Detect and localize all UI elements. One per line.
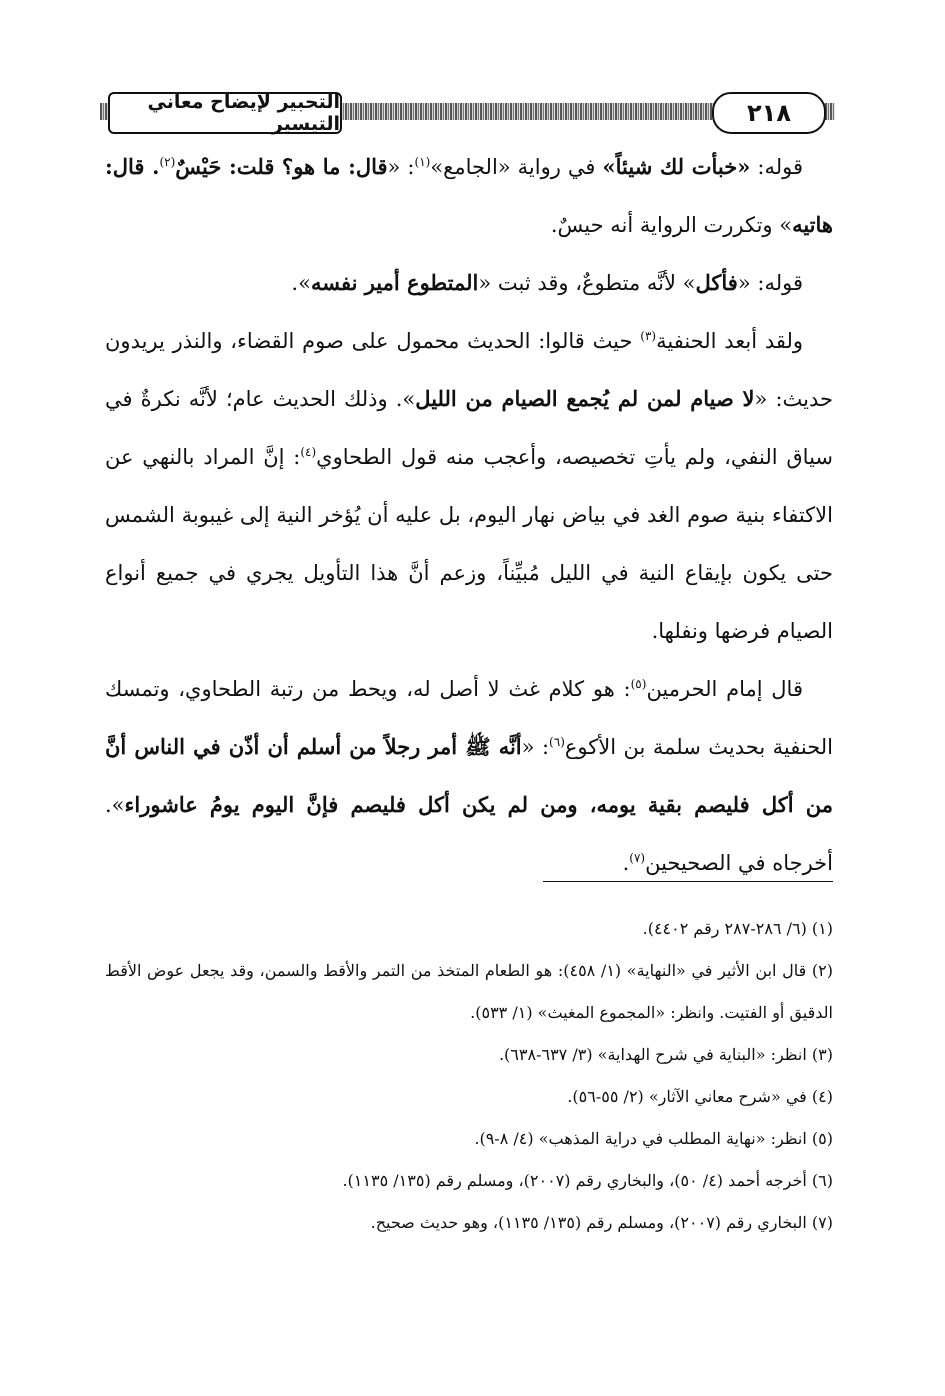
paragraph-4 bbox=[105, 660, 833, 892]
bold-run: قال: ما هو؟ قلت: حَيْسٌ bbox=[175, 154, 388, 179]
bold-run: «خبأت لك شيئاً» bbox=[602, 154, 751, 179]
footnote-ref: (٦) bbox=[549, 735, 565, 749]
text-run: ». bbox=[291, 271, 311, 295]
footnote-ref: (٧) bbox=[629, 851, 646, 865]
footnote-item: (٣) انظر: «البناية في شرح الهداية» (٣/ ٦٣٧-٦٣٨). bbox=[498, 1045, 833, 1064]
text-run: : « bbox=[387, 155, 415, 179]
footnote-item: (٦) أخرجه أحمد (٤/ ٥٠)، والبخاري رقم (٢٠٠٧)، ومسلم رقم (١٣٥/ ١١٣٥). bbox=[342, 1171, 833, 1190]
footnote-item: (٥) انظر: «نهاية المطلب في دراية المذهب» (٤/ ٨-٩). bbox=[474, 1129, 833, 1148]
bold-run: أنَّه ﷺ أمر رجلاً من أسلم أن أذّن في الناس أنَّ من أكل فليصم بقية يومه، ومن لم يكن أكل فليصم فإنَّ اليوم يومُ عاشوراء bbox=[105, 734, 833, 817]
book-title: التحبير لإيضاح معاني التيسير bbox=[108, 92, 342, 134]
paragraph-1 bbox=[105, 138, 833, 254]
text-run: : « bbox=[521, 735, 550, 759]
footnote-item: (٧) البخاري رقم (٢٠٠٧)، ومسلم رقم (١٣٥/ ١١٣٥)، وهو حديث صحيح. bbox=[370, 1213, 833, 1232]
text-run: ولقد أبعد الحنفية bbox=[656, 329, 804, 353]
footnote-item: (٤) في «شرح معاني الآثار» (٢/ ٥٥-٥٦). bbox=[567, 1087, 833, 1106]
page-header bbox=[100, 88, 835, 134]
footnote-ref: (٣) bbox=[640, 329, 657, 343]
footnote-item: (١) (٦/ ٢٨٦-٢٨٧ رقم ٤٤٠٢). bbox=[642, 919, 833, 938]
text-run: » لأنَّه متطوعٌ، وقد ثبت « bbox=[478, 271, 696, 295]
bold-run: المتطوع أمير نفسه bbox=[310, 270, 479, 295]
text-run: » وتكررت الرواية أنه حيسٌ. bbox=[550, 213, 793, 237]
main-text bbox=[105, 138, 833, 892]
footnote-ref: (٥) bbox=[630, 677, 647, 691]
text-run: : هو كلام غث لا أصل له، ويحط من رتبة الطحاوي، وتمسك الحنفية بحديث سلمة بن الأكوع bbox=[105, 677, 833, 759]
bold-run: فأكل bbox=[695, 270, 738, 295]
text-run: حيث قالوا: الحديث محمول على صوم القضاء، والنذر يريدون حديث: « bbox=[105, 329, 833, 411]
footnote-ref: (١) bbox=[414, 155, 431, 169]
text-run: ». أخرجاه في الصحيحين bbox=[105, 793, 833, 875]
bold-run: لا صيام لمن لم يُجمع الصيام من الليل bbox=[415, 386, 755, 411]
footnote-separator bbox=[543, 881, 833, 882]
footnote-ref: (٢) bbox=[159, 155, 176, 169]
text-run: قوله: bbox=[750, 155, 803, 179]
page-number: ٢١٨ bbox=[712, 92, 826, 134]
text-run: في رواية «الجامع» bbox=[430, 155, 603, 179]
footnote-item: (٢) قال ابن الأثير في «النهاية» (١/ ٤٥٨): هو الطعام المتخذ من التمر والأقط والسمن، وقد يجعل عوض الأقط الدقيق أو الفتيت. وانظر: «المجموع المغيث» (١/ ٥٣٣). bbox=[105, 961, 834, 1022]
footnotes bbox=[105, 908, 833, 1244]
text-run: قوله: « bbox=[737, 271, 803, 295]
bold-run: . قال: هاتيه bbox=[105, 154, 833, 237]
text-run: ». وذلك الحديث عام؛ لأنَّه نكرةٌ في سياق النفي، ولم يأتِ تخصيصه، وأعجب منه قول الطحاوي bbox=[105, 387, 834, 469]
text-run: . bbox=[622, 851, 630, 875]
text-run: قال إمام الحرمين bbox=[646, 677, 803, 701]
paragraph-3 bbox=[105, 312, 833, 660]
paragraph-2 bbox=[105, 254, 833, 312]
text-run: : إنَّ المراد بالنهي عن الاكتفاء بنية صوم الغد في بياض نهار اليوم، بل عليه أن يُؤخر النية إلى غيبوبة الشمس حتى يكون بإيقاع النية في الليل مُبيِّناً، وزعم أنَّ هذا التأويل يجري في جميع أنواع الصيام فرضها ونفلها. bbox=[105, 445, 833, 643]
footnote-ref: (٤) bbox=[300, 445, 317, 459]
